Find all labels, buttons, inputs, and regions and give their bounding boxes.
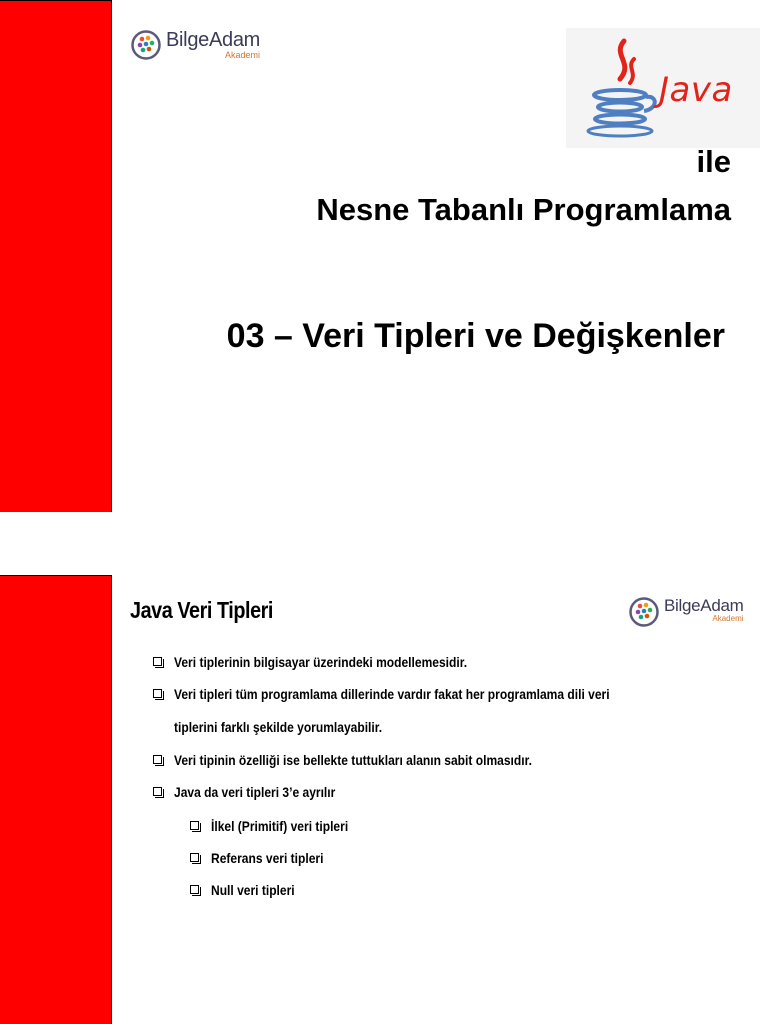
bullet-text: tiplerini farklı şekilde yorumlayabilir. [174, 719, 383, 735]
list-item-continuation [153, 719, 416, 736]
subtitle: 03 – Veri Tipleri ve Değişkenler [226, 317, 725, 355]
java-cup-icon [576, 33, 666, 143]
java-wordmark: Java [659, 70, 733, 110]
sub-list-item [190, 818, 371, 835]
java-logo [566, 28, 760, 148]
title-line-2: Nesne Tabanlı Programlama [316, 192, 731, 227]
brand-name: BilgeAdam [664, 596, 744, 615]
bilgeadam-logo [131, 30, 260, 60]
brand-sub: Akademi [225, 50, 261, 60]
sub-list-item [190, 850, 342, 867]
list-item [153, 752, 590, 769]
bullet-text: Veri tipinin özelliği ise bellekte tuttukları alanın sabit olmasıdır. [174, 752, 532, 768]
list-item [153, 686, 681, 703]
checkbox-bullet-icon [190, 853, 199, 862]
checkbox-bullet-icon [153, 657, 162, 666]
red-sidebar [0, 575, 112, 1024]
checkbox-bullet-icon [153, 689, 162, 698]
list-item [153, 784, 362, 801]
title-line-1: ile [696, 144, 731, 179]
checkbox-bullet-icon [153, 787, 162, 796]
bullet-text: Veri tipleri tüm programlama dillerinde vardır fakat her programlama dili veri [174, 686, 610, 702]
brand-name: BilgeAdam [166, 29, 261, 51]
content-slide [0, 512, 768, 1024]
red-sidebar [0, 0, 112, 512]
bullet-text: Java da veri tipleri 3’e ayrılır [174, 784, 336, 800]
checkbox-bullet-icon [153, 755, 162, 764]
sub-bullet-text: Null veri tipleri [211, 882, 295, 898]
bilgeadam-mark-icon [629, 597, 659, 627]
bilgeadam-mark-icon [131, 30, 161, 60]
checkbox-bullet-icon [190, 821, 199, 830]
bullet-text: Veri tiplerinin bilgisayar üzerindeki modellemesidir. [174, 654, 468, 670]
sub-bullet-text: İlkel (Primitif) veri tipleri [211, 818, 349, 834]
slide-title: Java Veri Tipleri [130, 597, 273, 623]
bilgeadam-logo [629, 597, 744, 627]
sub-bullet-text: Referans veri tipleri [211, 850, 324, 866]
brand-sub: Akademi [712, 614, 744, 623]
list-item [153, 654, 515, 671]
sub-list-item [190, 882, 308, 899]
checkbox-bullet-icon [190, 885, 199, 894]
